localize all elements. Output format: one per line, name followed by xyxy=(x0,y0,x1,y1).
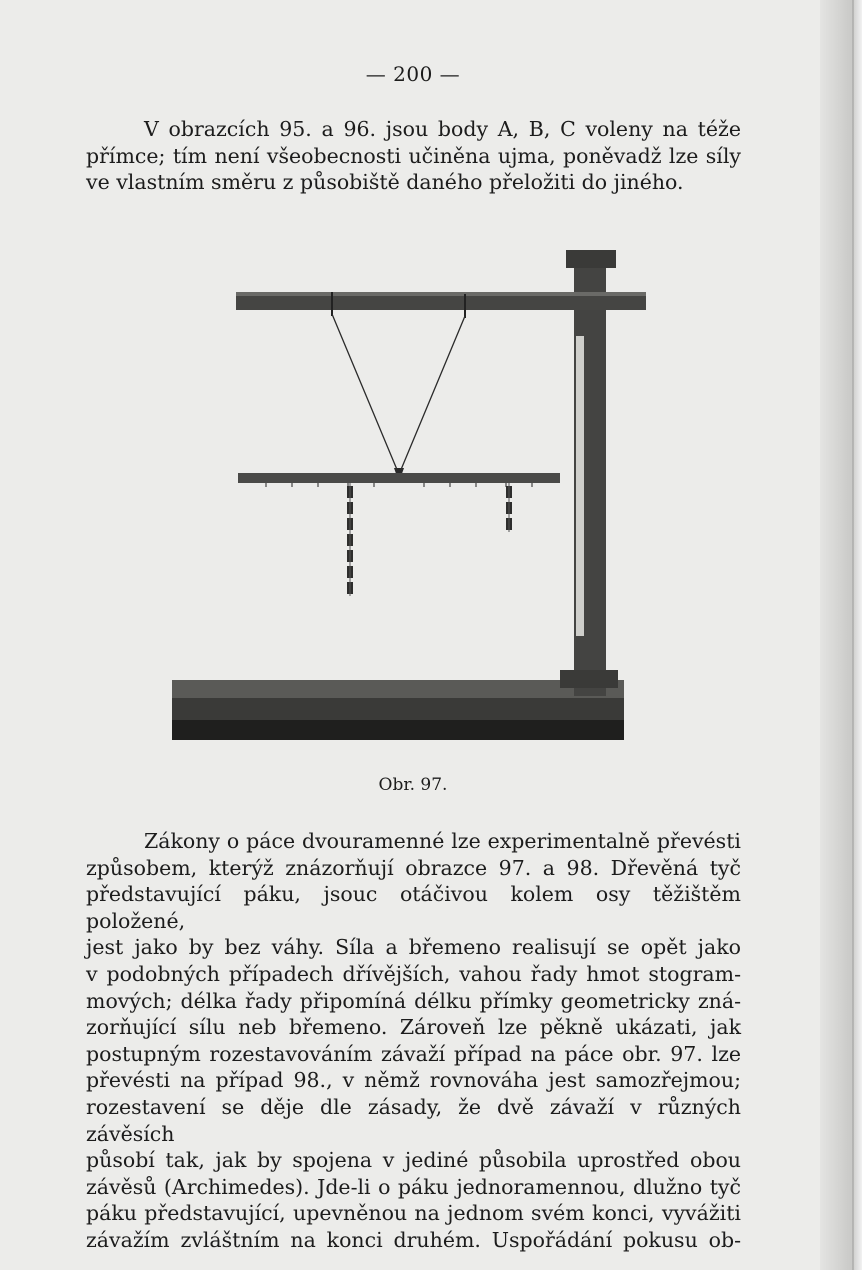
base-board-shadow xyxy=(172,720,624,740)
text-line: V obrazcích 95. a 96. jsou body A, B, C voleny na téže xyxy=(144,117,741,141)
left-string xyxy=(332,314,398,472)
text-line: závěsů (Archimedes). Jde-li o páku jednoramennou, dlužno tyč xyxy=(86,1174,741,1199)
top-crossbar-highlight xyxy=(236,292,646,296)
text-line: převésti na případ 98., v němž rovnováha jest samozřejmou; xyxy=(86,1068,741,1093)
vertical-post-light-edge xyxy=(576,336,584,636)
binding-line xyxy=(852,0,854,1270)
lever-apparatus-figure xyxy=(170,246,650,746)
text-line: zorňující sílu neb břemeno. Zároveň lze pěkně ukázati, jak xyxy=(86,1015,741,1040)
figure-caption: Obr. 97. xyxy=(378,775,448,795)
lever-tick-marks xyxy=(266,483,532,487)
page-edge-shadow xyxy=(820,0,862,1270)
lever-bar xyxy=(238,473,560,483)
text-line: Zákony o páce dvouramenné lze experimentalně převésti xyxy=(144,829,741,853)
right-string xyxy=(400,316,465,472)
text-line: v podobných případech dřívějších, vahou řady hmot stogram- xyxy=(86,961,741,986)
paragraph-1 xyxy=(86,116,741,196)
post-cap xyxy=(566,250,616,268)
paragraph-2 xyxy=(86,828,741,1254)
text-line: rozestavení se děje dle zásady, že dvě závaží v různých závěsích xyxy=(86,1094,741,1146)
text-line: přímce; tím není všeobecnosti učiněna ujma, poněvadž lze síly xyxy=(86,143,741,168)
text-line: způsobem, kterýž znázorňují obrazce 97. a 98. Dřevěná tyč xyxy=(86,855,741,880)
text-line: mových; délka řady připomíná délku přímky geometricky zná- xyxy=(86,988,741,1013)
text-line: páku představující, upevněnou na jednom svém konci, vyvážiti xyxy=(86,1201,741,1226)
text-line: ve vlastním směru z působiště daného přeložiti do jiného. xyxy=(86,170,684,195)
post-foot xyxy=(560,670,618,688)
text-line: postupným rozestavováním závaží případ na páce obr. 97. lze xyxy=(86,1041,741,1066)
page-number: — 200 — xyxy=(365,62,461,86)
text-line: působí tak, jak by spojena v jediné působila uprostřed obou xyxy=(86,1148,741,1173)
text-line: závažím zvláštním na konci druhém. Uspořádání pokusu ob- xyxy=(86,1227,741,1252)
text-line: představující páku, jsouc otáčivou kolem osy těžištěm položené, xyxy=(86,882,741,933)
text-line: jest jako by bez váhy. Síla a břemeno realisují se opět jako xyxy=(86,935,741,960)
base-board-top-highlight xyxy=(172,680,624,698)
